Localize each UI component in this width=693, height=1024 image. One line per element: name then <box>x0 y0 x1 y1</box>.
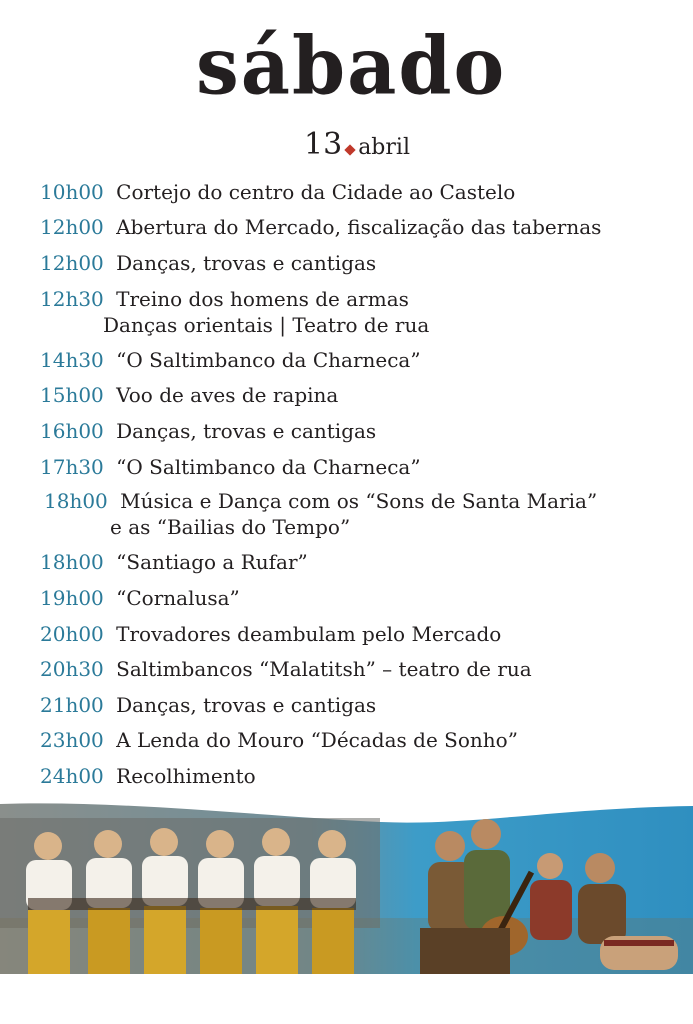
schedule-desc: Saltimbancos “Malatitsh” – teatro de rua <box>116 657 532 681</box>
day-title: sábado <box>196 18 507 113</box>
schedule-time: 20h00 <box>40 622 104 646</box>
schedule-row <box>0 180 693 204</box>
schedule-row <box>0 215 693 239</box>
schedule-row <box>0 419 693 443</box>
schedule-row <box>0 550 693 574</box>
schedule-desc: “Santiago a Rufar” <box>116 550 308 574</box>
diamond-separator-icon <box>345 144 356 155</box>
schedule-row <box>0 287 693 311</box>
schedule-row <box>0 251 693 275</box>
schedule-row <box>0 693 693 717</box>
schedule-row <box>0 586 693 610</box>
schedule-desc: Danças, trovas e cantigas <box>116 251 377 275</box>
schedule-desc-line2: e as “Bailias do Tempo” <box>110 515 351 539</box>
schedule-time: 16h00 <box>40 419 104 443</box>
schedule-row <box>0 348 693 372</box>
folk-dancers-figures <box>14 826 364 974</box>
schedule-desc: Recolhimento <box>116 764 256 788</box>
schedule-row <box>0 455 693 479</box>
schedule-time: 19h00 <box>40 586 104 610</box>
schedule-desc: “O Saltimbanco da Charneca” <box>116 348 421 372</box>
schedule-time: 10h00 <box>40 180 104 204</box>
schedule-row <box>0 764 693 788</box>
header <box>0 0 693 170</box>
schedule-desc: Voo de aves de rapina <box>116 383 339 407</box>
schedule-time: 21h00 <box>40 693 104 717</box>
schedule-desc: A Lenda do Mouro “Décadas de Sonho” <box>116 728 518 752</box>
date-line <box>304 127 410 162</box>
schedule-time: 18h00 <box>44 489 108 513</box>
schedule-desc-line2: Danças orientais | Teatro de rua <box>103 313 430 337</box>
schedule-row <box>0 657 693 681</box>
schedule-time: 14h30 <box>40 348 104 372</box>
schedule-time: 18h00 <box>40 550 104 574</box>
schedule-row-continuation <box>0 313 693 337</box>
folk-dancers-photo <box>14 826 364 974</box>
schedule-desc: Cortejo do centro da Cidade ao Castelo <box>116 180 516 204</box>
schedule-time: 24h00 <box>40 764 104 788</box>
schedule-desc: Abertura do Mercado, fiscalização das tabernas <box>116 215 602 239</box>
musicians-figures <box>400 818 685 974</box>
schedule-desc: Trovadores deambulam pelo Mercado <box>116 622 502 646</box>
schedule-time: 15h00 <box>40 383 104 407</box>
schedule-row <box>0 489 693 513</box>
schedule-time: 12h30 <box>40 287 104 311</box>
schedule-time: 20h30 <box>40 657 104 681</box>
date-month: abril <box>358 135 410 160</box>
schedule-desc: Treino dos homens de armas <box>116 287 409 311</box>
schedule-row-continuation <box>0 515 693 539</box>
schedule-row <box>0 383 693 407</box>
schedule-desc: Danças, trovas e cantigas <box>116 693 377 717</box>
schedule-desc: “Cornalusa” <box>116 586 240 610</box>
schedule-desc: Música e Dança com os “Sons de Santa Maria” <box>120 489 598 513</box>
schedule-desc: Danças, trovas e cantigas <box>116 419 377 443</box>
schedule-time: 23h00 <box>40 728 104 752</box>
photo-band <box>0 798 693 974</box>
schedule-row <box>0 728 693 752</box>
schedule-time: 12h00 <box>40 251 104 275</box>
date-day: 13 <box>304 127 343 162</box>
schedule-time: 17h30 <box>40 455 104 479</box>
schedule-desc: “O Saltimbanco da Charneca” <box>116 455 421 479</box>
schedule-row <box>0 622 693 646</box>
musicians-photo <box>400 818 685 974</box>
schedule-time: 12h00 <box>40 215 104 239</box>
